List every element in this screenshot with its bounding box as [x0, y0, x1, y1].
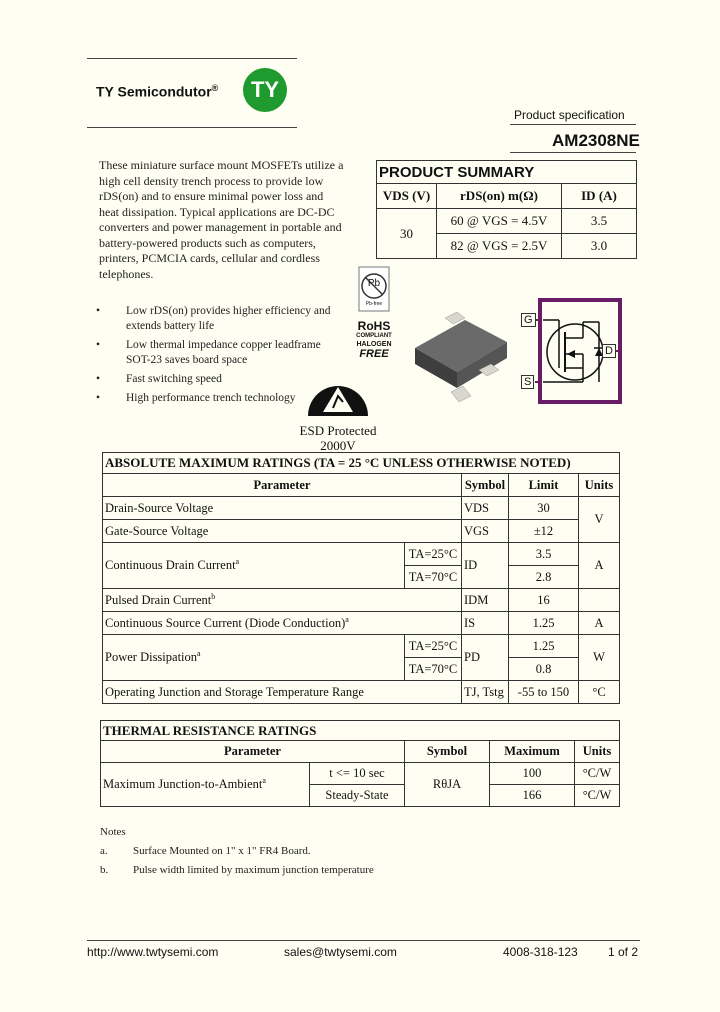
cond-pd-70: TA=70°C [405, 658, 462, 681]
abs-symbol-header: Symbol [462, 474, 509, 497]
thermal-param-header: Parameter [101, 741, 405, 763]
pin-s-label: S [521, 375, 534, 389]
unit-is: A [579, 612, 620, 635]
param-pd-note: a [197, 649, 201, 659]
abs-units-header: Units [579, 474, 620, 497]
sot23-package-image [405, 300, 515, 420]
feature-text: Low thermal impedance copper leadframe SOT-23 saves board space [126, 339, 321, 366]
doc-type: Product specification [514, 108, 625, 122]
header-rule-top [87, 58, 297, 59]
bullet-icon: • [96, 339, 101, 351]
param-id [103, 543, 405, 589]
doc-type-rule [510, 124, 636, 125]
registered-mark: ® [211, 83, 219, 93]
thermal-title: THERMAL RESISTANCE RATINGS [101, 721, 620, 741]
thermal-max-10s: 100 [490, 763, 575, 785]
param-id-note: a [235, 557, 240, 567]
symbol-pd: PD [462, 635, 509, 681]
thermal-symbol: RθJA [405, 763, 490, 807]
thermal-unit-10s: °C/W [575, 763, 620, 785]
header-rule-bottom [87, 127, 297, 128]
rohs-badge [354, 266, 394, 360]
unit-volt: V [579, 497, 620, 543]
symbol-tj: TJ, Tstg [462, 681, 509, 704]
footer-phone: 4008-318-123 [503, 945, 578, 959]
symbol-is: IS [462, 612, 509, 635]
thermal-unit-steady: °C/W [575, 785, 620, 807]
footer-rule [87, 940, 640, 941]
param-is-note: a [345, 614, 349, 624]
feature-item [96, 304, 336, 334]
symbol-vgs: VGS [462, 520, 509, 543]
rds-value: 60 @ VGS = 4.5V [437, 209, 562, 234]
note-text: Pulse width limited by maximum junction temperature [133, 864, 374, 876]
bullet-icon: • [96, 305, 101, 317]
thermal-max-steady: 166 [490, 785, 575, 807]
pb-label: Pb [367, 278, 381, 289]
symbol-idm: IDM [462, 589, 509, 612]
esd-line2: 2000V [320, 438, 356, 453]
free-label: FREE [359, 348, 389, 360]
symbol-vds: VDS [462, 497, 509, 520]
param-id-text: Continuous Drain Current [105, 558, 236, 573]
esd-line1: ESD Protected [299, 423, 377, 438]
logo-text: TY [250, 77, 280, 102]
param-pd-text: Power Dissipation [105, 650, 198, 665]
param-tj: Operating Junction and Storage Temperature Range [103, 681, 462, 704]
param-pd [103, 635, 405, 681]
absolute-max-ratings-table [102, 452, 620, 704]
feature-text: Low rDS(on) provides higher efficiency and extends battery life [126, 305, 331, 332]
unit-id: A [579, 543, 620, 589]
limit-id-25: 3.5 [509, 543, 579, 566]
abs-param-header: Parameter [103, 474, 462, 497]
thermal-resistance-table [100, 720, 620, 807]
intro-paragraph: These miniature surface mount MOSFETs utilize a high cell density trench process to provide low rDS(on) and to ensure minimal power loss and heat dissipation. Typical applications are DC-DC converters and power management in portable and battery-powered products such as computers, printers, PCMCIA cards, cellular and cordless telephones. [99, 158, 344, 281]
param-vgs: Gate-Source Voltage [103, 520, 462, 543]
param-idm-text: Pulsed Drain Current [105, 593, 212, 608]
rohs-compliant: COMPLIANT [356, 333, 392, 339]
note-text: Surface Mounted on 1" x 1" FR4 Board. [133, 845, 311, 857]
footer-email[interactable]: sales@twtysemi.com [284, 945, 397, 959]
thermal-param-text: Maximum Junction-to-Ambient [103, 777, 263, 792]
thermal-param-note: a [262, 776, 266, 786]
pin-d-label: D [602, 344, 616, 358]
id-value: 3.0 [562, 234, 637, 259]
bullet-icon: • [96, 373, 101, 385]
unit-pd: W [579, 635, 620, 681]
company-name [96, 83, 218, 100]
param-idm-note: b [211, 591, 216, 601]
limit-is: 1.25 [509, 612, 579, 635]
pin-g-label: G [521, 313, 536, 327]
abs-limit-header: Limit [509, 474, 579, 497]
limit-tj: -55 to 150 [509, 681, 579, 704]
col-vds-header: VDS (V) [377, 184, 437, 209]
thermal-symbol-header: Symbol [405, 741, 490, 763]
bullet-icon: • [96, 392, 101, 404]
unit-idm-empty [579, 589, 620, 612]
footer-url[interactable]: http://www.twtysemi.com [87, 945, 219, 959]
limit-vds: 30 [509, 497, 579, 520]
thermal-max-header: Maximum [490, 741, 575, 763]
thermal-param [101, 763, 310, 807]
feature-text: High performance trench technology [126, 392, 296, 404]
limit-idm: 16 [509, 589, 579, 612]
symbol-id: ID [462, 543, 509, 589]
param-is [103, 612, 462, 635]
product-summary-table [376, 160, 637, 259]
esd-badge [292, 378, 384, 453]
feature-text: Fast switching speed [126, 373, 222, 385]
pb-sub-label: Pb-free [365, 301, 383, 307]
thermal-cond-steady: Steady-State [310, 785, 405, 807]
cond-id-25: TA=25°C [405, 543, 462, 566]
company-name-text: TY Semicondutor [96, 83, 212, 100]
feature-item [96, 338, 336, 368]
cond-id-70: TA=70°C [405, 566, 462, 589]
notes-title: Notes [100, 826, 126, 838]
abs-max-title: ABSOLUTE MAXIMUM RATINGS (TA = 25 °C UNLESS OTHERWISE NOTED) [103, 453, 620, 474]
col-id-header: ID (A) [562, 184, 637, 209]
footer-page: 1 of 2 [608, 945, 639, 959]
rds-value: 82 @ VGS = 2.5V [437, 234, 562, 259]
limit-pd-70: 0.8 [509, 658, 579, 681]
limit-vgs: ±12 [509, 520, 579, 543]
param-idm [103, 589, 462, 612]
param-is-text: Continuous Source Current (Diode Conduction) [105, 616, 346, 631]
esd-warning-icon [303, 378, 373, 418]
unit-tj: °C [579, 681, 620, 704]
vds-value: 30 [377, 209, 437, 259]
part-number-rule [510, 152, 636, 153]
limit-pd-25: 1.25 [509, 635, 579, 658]
thermal-units-header: Units [575, 741, 620, 763]
rohs-title: RoHS [357, 319, 391, 333]
halogen-label: HALOGEN [356, 341, 392, 348]
note-key: b. [100, 864, 109, 876]
id-value: 3.5 [562, 209, 637, 234]
thermal-cond-10s: t <= 10 sec [310, 763, 405, 785]
cond-pd-25: TA=25°C [405, 635, 462, 658]
product-summary-title: PRODUCT SUMMARY [377, 161, 637, 184]
param-vds: Drain-Source Voltage [103, 497, 462, 520]
company-logo [243, 68, 287, 112]
part-number: AM2308NE [552, 131, 640, 150]
col-rds-header: rDS(on) m(Ω) [437, 184, 562, 209]
limit-id-70: 2.8 [509, 566, 579, 589]
mosfet-schematic [515, 298, 625, 413]
note-key: a. [100, 845, 108, 857]
